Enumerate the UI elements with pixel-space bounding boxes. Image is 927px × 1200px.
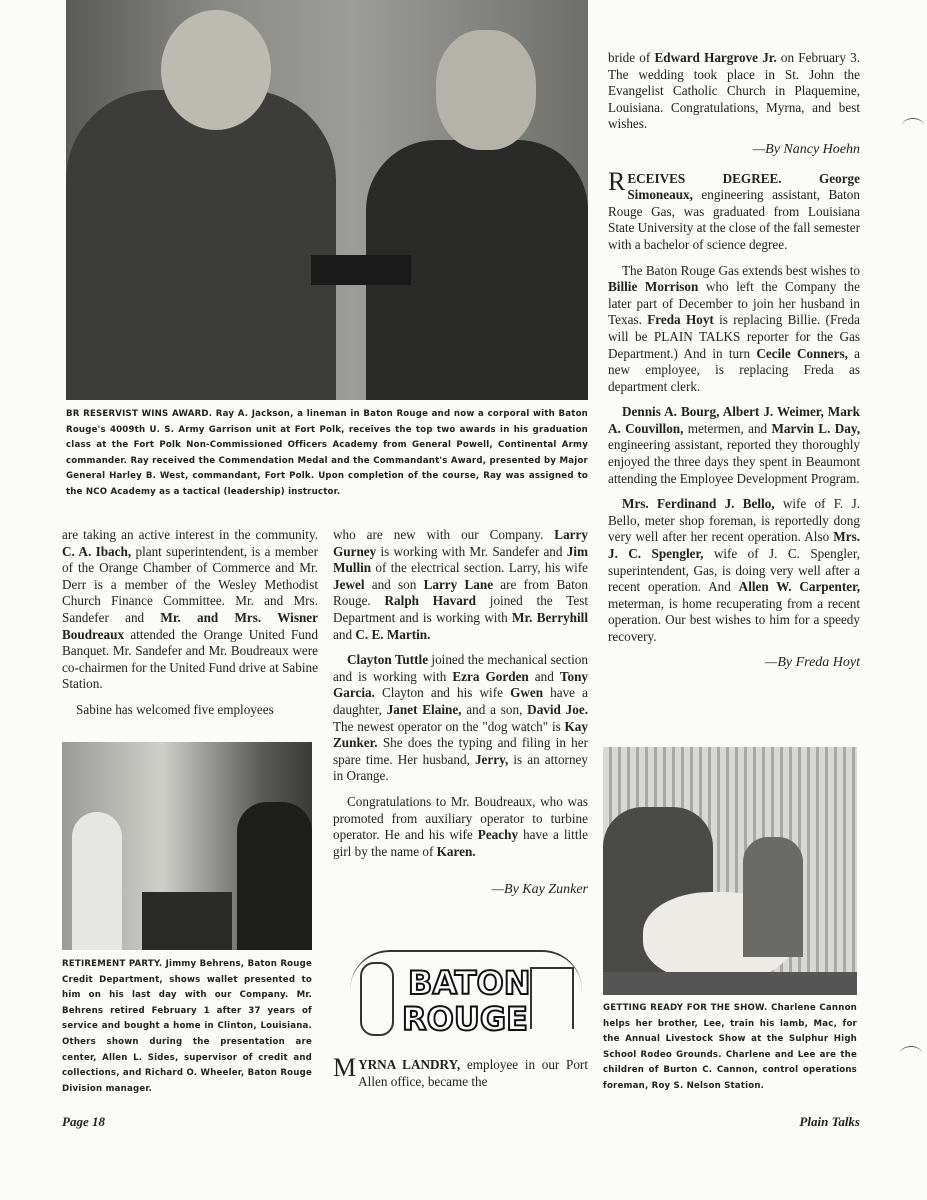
bold-name: Jim Mullin [333, 543, 588, 576]
text-run: She does the typing and filing in her spare time. Her husband, [333, 735, 588, 767]
award-caption [66, 407, 588, 501]
bold-name: Larry Gurney [333, 527, 588, 559]
page-curl-mark [902, 118, 924, 133]
text-run: Clayton and his wife [374, 685, 511, 701]
text-run: is an attorney in Orange. [333, 751, 588, 784]
text-run: have a little girl by the name of [333, 827, 588, 859]
magazine-name: Plain Talks [799, 1114, 860, 1129]
text-run: Congratulations to Mr. Boudreaux, who was promoted from auxiliary operator to turbine operator. He and his wife [333, 793, 588, 843]
livestock-caption [603, 1001, 857, 1095]
page-number: Page 18 [62, 1114, 105, 1129]
bold-name: Marvin L. Day, [771, 420, 861, 436]
text-run: who left the Company the later part of December to join her husband in Texas. [608, 279, 860, 328]
award-photo [66, 0, 588, 400]
text-run: who are new with our Company. [333, 527, 555, 542]
bold-name: Cecile Conners, [756, 345, 848, 361]
bold-name: Kay Zunker. [333, 718, 588, 751]
bold-name: Mrs. Ferdinand J. Bello, [622, 496, 775, 512]
bold-name: Larry Lane [423, 576, 494, 592]
bold-name: GETTING READY FOR THE SHOW. [603, 1003, 768, 1013]
bold-name: C. E. Martin. [355, 626, 431, 642]
bold-name: Karen. [436, 843, 476, 859]
text-run: bride of [608, 50, 655, 65]
bold-name: BR RESERVIST WINS AWARD. [66, 409, 213, 419]
text-run: and [528, 668, 560, 684]
text-run: is working with Mr. Sandefer and [376, 543, 567, 559]
paragraph [62, 527, 318, 693]
text-run: and [333, 626, 356, 642]
logo-line1: BATON [408, 964, 531, 1002]
paragraph [333, 652, 588, 785]
text-run: and a son, [461, 701, 528, 717]
refinery-icon [530, 967, 574, 1029]
text-run: Jimmy Behrens, Baton Rouge Credit Department, shows wallet presented to him on his last day with our Company. Mr. Behrens retired February 1 after 37 years of service and bought a home in Clinton, Louisiana. Others shown during the presentation are center, Allen L. Sides, supervisor of credit and collections, and Richard O. Wheeler, Baton Rouge Division manager. [62, 959, 312, 1094]
bold-name: Mr. Berryhill [512, 609, 588, 625]
text-run: wife of F. J. Bello, meter shop foreman, is reportedly dong very well after her recent operation. Also [608, 496, 860, 545]
bold-name: Mr. and Mrs. Wisner Boudreaux [62, 609, 318, 642]
text-run: joined the mechanical section and is working with [333, 652, 588, 684]
right-column-top: bride of Edward Hargrove Jr. on February 3. The wedding took place in St. John the Evangelist Catholic Church in Plaquemine, Louisiana. Congratulations, Myrna, and best wishes. —By Nancy Hoehn RECEIVES DEGREE. George Simoneaux, engineering assistant, Baton Rouge Gas, was graduated from Louisiana State University at the close of the fall semester with a bachelor of science degree. The Baton Rouge Gas extends best wishes to Billie Morrison who left the Company the later part of December to join her husband in Texas. Freda Hoyt is replacing Billie. (Freda will be PLAIN TALKS reporter for the Gas Department.) And in turn Cecile Conners, a new employee, is replacing Freda as department clerk. Dennis A. Bourg, Albert J. Weimer, Mark A. Couvillon, metermen, and Marvin L. Day, engineering assistant, reported they thoroughly enjoyed the three days they spent in Beaumont attending the Employee Development Program. Mrs. Ferdinand J. Bello, wife of F. J. Bello, meter shop foreman, is reportedly dong very well after her recent operation. Also Mrs. J. C. Spengler, wife of J. C. Spengler, superintendent, Gas, is doing very well after a recent operation. And Allen W. Carpenter, meterman, is home recuperating from a recent operation. Our best wishes to him for a speedy recovery. —By Freda Hoyt [608, 50, 861, 670]
bold-name: C. A. Ibach, [62, 543, 132, 559]
paragraph [333, 527, 588, 643]
bold-name: Ezra Gorden [452, 668, 529, 684]
middle-column [333, 527, 588, 869]
mascot-icon [360, 962, 394, 1036]
text-run: meterman, is home recuperating from a recent operation. Our best wishes to him for a speedy recovery. [608, 595, 860, 644]
retirement-photo [62, 742, 312, 950]
bold-name: Tony Garcia. [333, 668, 588, 701]
text-run: wife of J. C. Spengler, superintendent, Gas, is doing very well after a recent operation. And [608, 546, 860, 595]
text-run: metermen, and [683, 420, 772, 436]
bold-name: David Joe. [527, 701, 589, 717]
text-run: are taking an active interest in the community. [62, 527, 318, 542]
text-run: engineering assistant, reported they thoroughly enjoyed the three days they spent in Beaumont attending the Employee Development Program. [608, 437, 860, 486]
text-run: a new employee, is replacing Freda as department clerk. [608, 345, 860, 394]
paragraph [333, 794, 588, 860]
myrna-paragraph: MYRNA LANDRY, employee in our Port Allen office, became the [333, 1053, 588, 1089]
paragraph [608, 496, 860, 645]
bold-name: Billie Morrison [608, 279, 699, 295]
bold-name: Janet Elaine, [386, 701, 462, 717]
bold-name: Ralph Havard [384, 593, 476, 609]
text-run: joined the Test Department and is working with [333, 593, 588, 625]
bold-name: Jewel [333, 576, 365, 592]
logo-line2: ROUGE [402, 1000, 528, 1038]
text-run: plant superintendent, is a member of the Orange Chamber of Commerce and Mr. Derr is a member of the Wesley Methodist Church Finance Committee. Mr. and Mrs. Sandefer and [62, 543, 318, 625]
text-run: and son [364, 576, 424, 592]
livestock-photo [603, 747, 857, 995]
text-run [782, 171, 819, 186]
text-run: The Baton Rouge Gas extends best wishes to [622, 262, 860, 278]
paragraph [608, 263, 860, 396]
degree-paragraph: RECEIVES DEGREE. George Simoneaux, engineering assistant, Baton Rouge Gas, was graduated from Louisiana State University at the close of the fall semester with a bachelor of science degree. [608, 166, 860, 252]
bold-name: Gwen [510, 685, 544, 701]
bold-name: Dennis A. Bourg, Albert J. Weimer, Mark A. Couvillon, [608, 404, 860, 436]
bold-name: Peachy [477, 827, 519, 843]
baton-rouge-logo [350, 950, 582, 1044]
bold-name: Allen W. Carpenter, [738, 579, 861, 595]
middle-signature: —By Kay Zunker [491, 882, 588, 897]
text-run: engineering assistant, Baton Rouge Gas, was graduated from Louisiana State University at the close of the fall semester with a bachelor of science degree. [608, 187, 860, 252]
bold-name: Mrs. J. C. Spengler, [608, 529, 860, 562]
paragraph [62, 702, 318, 719]
left-column [62, 527, 318, 728]
bold-name: Jerry, [474, 751, 509, 767]
text-run: Ray A. Jackson, a lineman in Baton Rouge and now a corporal with Baton Rouge's 4009th U. S. Army Garrison unit at Fort Polk, receives the top two awards in his graduation class at the Fort Polk Non-Commissioned Officers Academy from General Powell, Continental Army commander. Ray received the Commendation Medal and the Commandant's Award, presented by Major General Harley B. West, commandant, Fort Polk. Upon completion of the course, Ray was assigned to the NCO Academy as a tactical (leadership) instructor. [66, 409, 588, 497]
bold-name: Freda Hoyt [647, 312, 714, 328]
text-run: attended the Orange United Fund Banquet. Mr. Sandefer and Mr. Boudreaux were co-chairmen for the United Fund drive at Sabine Station. [62, 626, 318, 692]
bold-name: George Simoneaux, [627, 170, 860, 203]
text-run: on February 3. The wedding took place in St. John the Evangelist Catholic Church in Plaquemine, Louisiana. Congratulations, Myrna, and best wishes. [608, 50, 860, 132]
bold-name: Edward Hargrove Jr. [654, 50, 777, 65]
text-run: Charlene Cannon helps her brother, Lee, train his lamb, Mac, for the Annual Livestock Show at the Sulphur High School Rodeo Grounds. Charlene and Lee are the children of Burton C. Cannon, control operations foreman, Roy S. Nelson Station. [603, 1003, 857, 1091]
page-curl-mark [900, 1046, 922, 1061]
bold-name: RETIREMENT PARTY. [62, 959, 163, 969]
text-run: have a daughter, [333, 685, 589, 717]
text-run: The newest operator on the "dog watch" is [333, 718, 565, 734]
bold-name: Clayton Tuttle [347, 652, 429, 668]
text-run: are from Baton Rouge. [333, 576, 588, 609]
paragraph [608, 404, 860, 487]
text-run: Sabine has welcomed five employees [76, 701, 274, 717]
text-run: of the electrical section. Larry, his wife [371, 560, 588, 576]
text-run: is replacing Billie. (Freda will be PLAIN TALKS reporter for the Gas Department.) And in turn [608, 312, 860, 361]
retirement-caption [62, 957, 312, 1097]
